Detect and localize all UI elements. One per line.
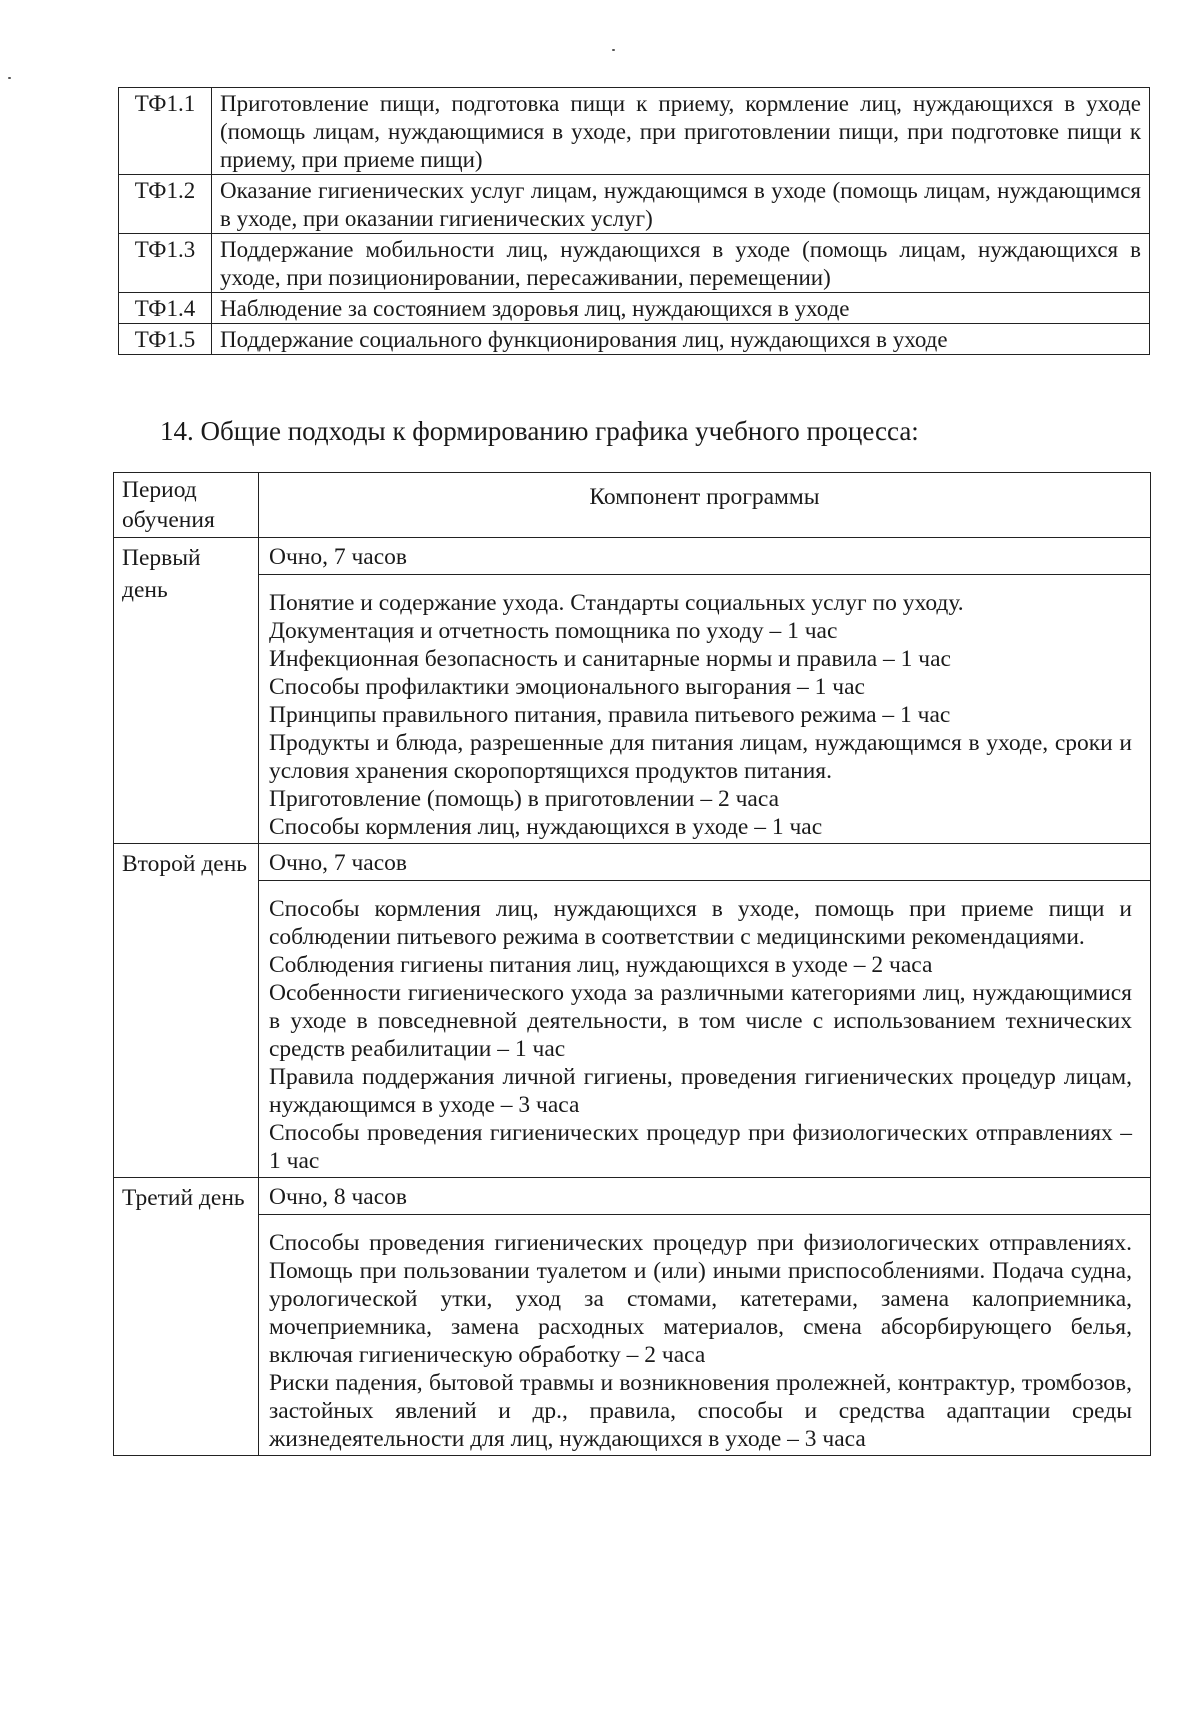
function-code: ТФ1.5 [119, 324, 212, 355]
period-cell: Третий день [114, 1178, 259, 1456]
component-cell [259, 538, 1151, 844]
topic-item: Способы кормления лиц, нуждающихся в уходе, помощь при приеме пищи и соблюдении питьевого режима в соответствии с медицинскими рекомендациями. [269, 896, 1132, 950]
component-column-header: Компонент программы [259, 473, 1151, 538]
study-mode: Очно, 7 часов [259, 844, 1150, 881]
table-row-day-1 [114, 538, 1151, 844]
component-cell [259, 844, 1151, 1178]
table-row-day-3 [114, 1178, 1151, 1456]
function-description: Наблюдение за состоянием здоровья лиц, нуждающихся в уходе [212, 293, 1150, 324]
topic-list [259, 881, 1150, 1177]
function-description: Поддержание социального функционирования лиц, нуждающихся в уходе [212, 324, 1150, 355]
scan-speck [612, 49, 615, 51]
table-row-day-2 [114, 844, 1151, 1178]
function-description: Оказание гигиенических услуг лицам, нуждающимся в уходе (помощь лицам, нуждающимся в уходе, при оказании гигиенических услуг) [212, 175, 1150, 234]
topic-item: Особенности гигиенического ухода за различными категориями лиц, нуждающимися в уходе в повседневной деятельности, в том числе с использованием технических средств реабилитации – 1 час [269, 980, 1132, 1062]
topic-item: Инфекционная безопасность и санитарные нормы и правила – 1 час [269, 646, 951, 672]
topic-list [259, 575, 1150, 843]
period-cell: Второй день [114, 844, 259, 1178]
function-description: Приготовление пищи, подготовка пищи к приему, кормление лиц, нуждающихся в уходе (помощь лицам, нуждающимися в уходе, при приготовлении пищи, при подготовке пищи к приему, при приеме пищи) [212, 88, 1150, 175]
topic-item: Риски падения, бытовой травмы и возникновения пролежней, контрактур, тромбозов, застойных явлений и др., правила, способы и средства адаптации среды жизнедеятельности для лиц, нуждающихся в уходе – 3 часа [269, 1370, 1132, 1452]
function-code: ТФ1.4 [119, 293, 212, 324]
table-row [119, 175, 1150, 234]
topic-item: Понятие и содержание ухода. Стандарты социальных услуг по уходу. [269, 590, 964, 616]
topic-item: Способы проведения гигиенических процедур при физиологических отправлениях – 1 час [269, 1120, 1132, 1174]
topic-item: Способы проведения гигиенических процедур при физиологических отправлениях. Помощь при пользовании туалетом и (или) иными приспособлениями. Подача судна, урологической утки, уход за стомами, катетерами, замена калоприемника, мочеприемника, замена расходных материалов, смена абсорбирующего белья, включая гигиеническую обработку – 2 часа [269, 1230, 1132, 1368]
table-row [119, 88, 1150, 175]
topic-item: Способы кормления лиц, нуждающихся в уходе – 1 час [269, 814, 823, 840]
table-row [119, 293, 1150, 324]
function-code: ТФ1.2 [119, 175, 212, 234]
topic-item: Приготовление (помощь) в приготовлении – 2 часа [269, 786, 780, 812]
table-row [119, 324, 1150, 355]
schedule-table [113, 472, 1151, 1456]
topic-item: Принципы правильного питания, правила питьевого режима – 1 час [269, 702, 951, 728]
study-mode: Очно, 7 часов [259, 538, 1150, 575]
period-column-header: Период обучения [114, 473, 259, 538]
topic-item: Правила поддержания личной гигиены, проведения гигиенических процедур лицам, нуждающимся в уходе – 3 часа [269, 1064, 1132, 1118]
section-heading: 14. Общие подходы к формированию графика учебного процесса: [160, 416, 919, 446]
table-row [119, 234, 1150, 293]
study-mode: Очно, 8 часов [259, 1178, 1150, 1215]
functions-table [118, 87, 1150, 355]
topic-item: Продукты и блюда, разрешенные для питания лицам, нуждающимся в уходе, сроки и условия хранения скоропортящихся продуктов питания. [269, 730, 1132, 784]
topic-list [259, 1215, 1150, 1455]
function-description: Поддержание мобильности лиц, нуждающихся в уходе (помощь лицам, нуждающихся в уходе, при позиционировании, пересаживании, перемещении) [212, 234, 1150, 293]
topic-item: Документация и отчетность помощника по уходу – 1 час [269, 618, 838, 644]
topic-item: Способы профилактики эмоционального выгорания – 1 час [269, 674, 865, 700]
function-code: ТФ1.3 [119, 234, 212, 293]
topic-item: Соблюдения гигиены питания лиц, нуждающихся в уходе – 2 часа [269, 952, 933, 978]
scan-speck [8, 77, 11, 79]
table-header-row [114, 473, 1151, 538]
period-cell: Первый день [114, 538, 259, 844]
function-code: ТФ1.1 [119, 88, 212, 175]
component-cell [259, 1178, 1151, 1456]
